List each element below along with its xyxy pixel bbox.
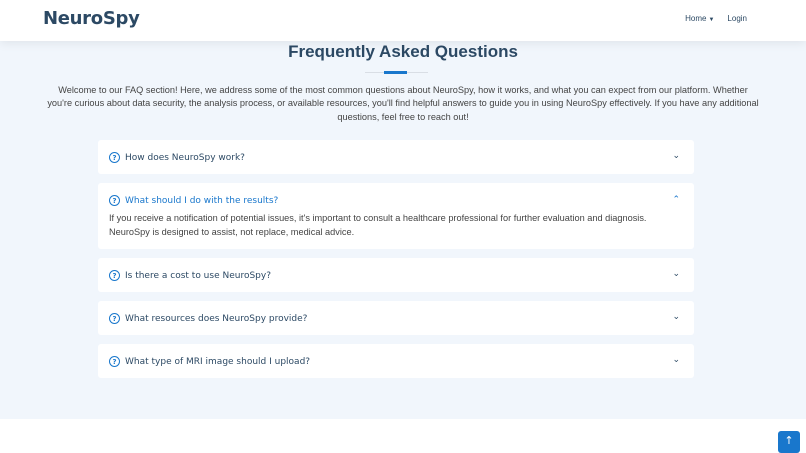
chevron-down-icon[interactable]: ⌄ <box>672 355 680 365</box>
faq-question: Is there a cost to use NeuroSpy? <box>125 270 271 281</box>
question-icon: ? <box>109 313 120 324</box>
faq-item-expanded[interactable] <box>98 183 694 249</box>
chevron-up-icon[interactable]: ⌃ <box>672 195 680 205</box>
question-icon: ? <box>109 356 120 367</box>
faq-intro: Welcome to our FAQ section! Here, we address some of the most common questions about NeuroSpy, how it works, and what you can expect from our platform. Whether you're curious about data security, the analysis process, or available resources, you'll find helpful answers to guide you in using NeuroSpy effectively. If you have any additional questions, feel free to reach out! <box>47 85 759 122</box>
caret-down-icon: ▼ <box>708 17 715 23</box>
chevron-down-icon[interactable]: ⌄ <box>672 312 680 322</box>
logo[interactable]: NeuroSpy <box>43 8 140 29</box>
faq-question: What type of MRI image should I upload? <box>125 356 311 367</box>
nav <box>685 14 747 23</box>
header <box>0 0 806 41</box>
question-icon: ? <box>109 270 120 281</box>
faq-item[interactable] <box>98 258 694 292</box>
page-title: Frequently Asked Questions <box>288 42 518 61</box>
faq-question: What should I do with the results? <box>125 195 279 206</box>
faq-answer: If you receive a notification of potential issues, it's important to consult a healthcare professional for further evaluation and diagnosis. NeuroSpy is designed to assist, not replace, medical advice. <box>109 213 647 237</box>
faq-item[interactable] <box>98 140 694 174</box>
nav-home-label: Home <box>685 14 707 23</box>
faq-item[interactable] <box>98 344 694 378</box>
question-icon: ? <box>109 195 120 206</box>
chevron-down-icon[interactable]: ⌄ <box>672 269 680 279</box>
faq-item[interactable] <box>98 301 694 335</box>
faq-question: What resources does NeuroSpy provide? <box>125 313 308 324</box>
nav-login[interactable]: Login <box>727 14 747 23</box>
arrow-up-icon: ↑ <box>784 434 794 447</box>
nav-home[interactable] <box>685 14 714 23</box>
title-divider-accent <box>384 71 407 74</box>
faq-question: How does NeuroSpy work? <box>125 152 245 163</box>
question-icon: ? <box>109 152 120 163</box>
chevron-down-icon[interactable]: ⌄ <box>672 151 680 161</box>
